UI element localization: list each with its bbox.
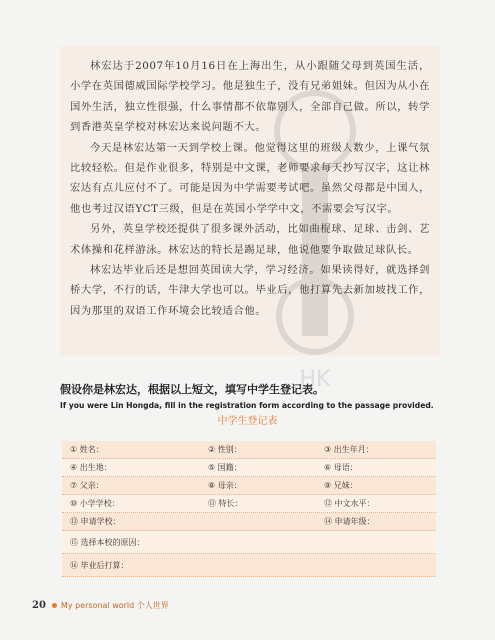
field-nationality[interactable]: ⑤ 国籍：	[208, 463, 242, 472]
section-title: My personal world 个人世界	[60, 601, 169, 610]
field-birthplace[interactable]: ④ 出生地：	[70, 463, 112, 472]
passage-paragraph-3: 另外，英皇学校还提供了很多课外活动，比如曲棍球、足球、击剑、艺术体操和花样游泳。林宏达的特长是踢足球，他说他要争取做足球队长。	[70, 223, 430, 256]
form-row	[62, 459, 436, 477]
field-applying-grade[interactable]: ⑭ 申请年级：	[324, 517, 375, 526]
instruction-english: If you were Lin Hongda, fill in the registration form according to the passage provided.	[60, 401, 434, 410]
field-plans-after-graduation[interactable]: ⑯ 毕业后打算：	[70, 560, 129, 570]
form-row	[62, 554, 436, 577]
field-mother-tongue[interactable]: ⑥ 母语：	[324, 463, 358, 472]
field-mother[interactable]: ⑧ 母亲：	[208, 481, 242, 490]
registration-form	[62, 441, 436, 577]
form-title: 中学生登记表	[217, 416, 278, 427]
watermark-text: HK	[299, 367, 331, 392]
field-siblings[interactable]: ⑨ 兄妹：	[324, 481, 358, 490]
page-number: 20	[32, 600, 46, 611]
field-father[interactable]: ⑦ 父亲：	[70, 481, 104, 490]
field-primary-school[interactable]: ⑩ 小学学校：	[70, 499, 120, 508]
field-gender[interactable]: ② 性别：	[208, 445, 242, 454]
form-row	[62, 441, 436, 459]
form-row	[62, 513, 436, 531]
form-row	[62, 495, 436, 513]
passage-paragraph-2: 今天是林宏达第一天到学校上课。他觉得这里的班级人数少，上课气氛比较轻松。但是作业很多，特别是中文课，老师要求每天抄写汉字，这让林宏达有点儿应付不了。可能是因为中学需要考试吧。虽然父母都是中国人，他也考过汉语YCT三级，但是在英国小学学中文，不需要会写汉字。	[70, 141, 430, 215]
passage-paragraph-1: 林宏达于2007年10月16日在上海出生，从小跟随父母到英国生活，小学在英国德威国际学校学习。他是独生子，没有兄弟姐妹。但因为从小在国外生活，独立性很强，什么事情都不依靠别人，全部自己做。所以，转学到香港英皇学校对林宏达来说问题不大。	[70, 60, 430, 134]
field-name[interactable]: ① 姓名：	[70, 445, 104, 454]
form-row	[62, 477, 436, 495]
instruction-chinese: 假设你是林宏达，根据以上短文，填写中学生登记表。	[60, 383, 324, 396]
form-row	[62, 531, 436, 554]
field-applying-school[interactable]: ⑬ 申请学校：	[70, 517, 121, 526]
field-chinese-level[interactable]: ⑫ 中文水平：	[324, 499, 375, 508]
passage-paragraph-4: 林宏达毕业后还是想回英国读大学，学习经济。如果读得好，就选择剑桥大学，不行的话，牛津大学也可以。毕业后，他打算先去新加坡找工作，因为那里的双语工作环境会比较适合他。	[70, 264, 430, 317]
task-instructions	[60, 382, 460, 412]
field-reason[interactable]: ⑮ 选择本校的原因：	[70, 537, 145, 547]
field-birth-date[interactable]: ③ 出生年月：	[324, 445, 374, 454]
bullet-dot-icon	[52, 603, 57, 608]
field-specialty[interactable]: ⑪ 特长：	[208, 499, 243, 508]
page-footer	[32, 600, 169, 611]
